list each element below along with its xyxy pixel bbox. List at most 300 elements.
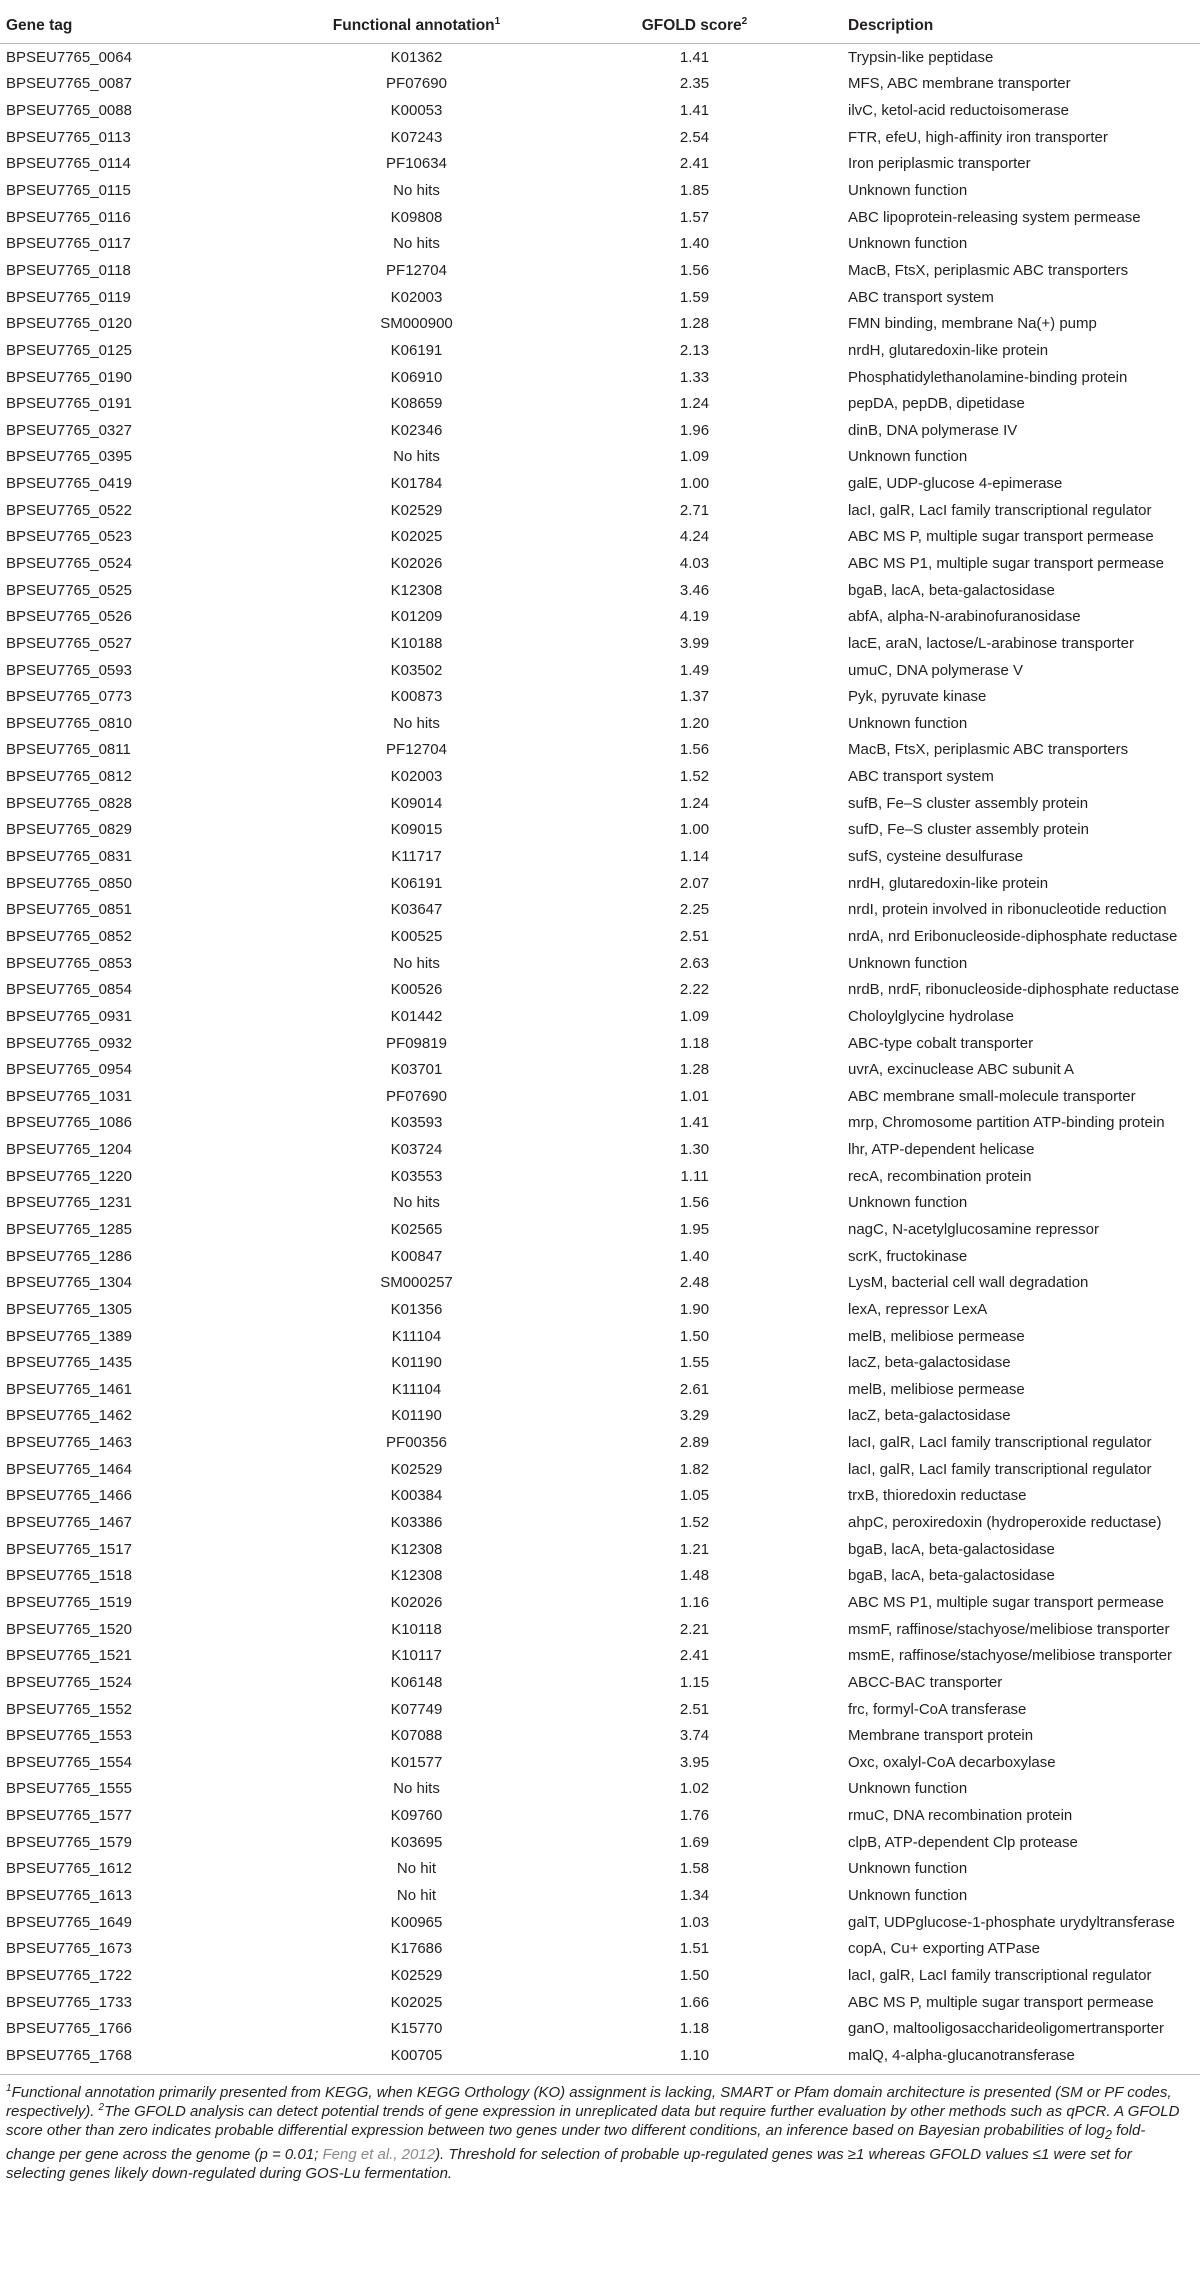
gfold-score-cell: 2.51 — [679, 1700, 710, 1718]
gfold-score-cell: 1.21 — [679, 1540, 710, 1558]
gfold-score-cell: 1.20 — [679, 714, 710, 732]
gene-tag-cell: BPSEU7765_0852 — [6, 927, 132, 945]
gene-tag-cell: BPSEU7765_0527 — [6, 634, 132, 652]
gfold-score-cell: 2.63 — [679, 954, 710, 972]
description-cell: nrdA, nrd Eribonucleoside-diphosphate reductase — [848, 927, 1178, 945]
functional-annotation-cell: PF07690 — [386, 1087, 447, 1105]
gene-tag-cell: BPSEU7765_0116 — [6, 208, 131, 226]
table-row — [0, 1323, 1200, 1350]
gfold-score-cell: 2.51 — [679, 927, 710, 945]
gene-tag-cell: BPSEU7765_1577 — [6, 1807, 132, 1825]
footnote-text: $^1$Functional annotation primarily presented from KEGG, when KEGG Orthology (KO) assignment is lacking, SMART or Pfam domain architecture is presented (SM or PF codes, respectively). $^2$The GFOLD analysis can detect potential trends of gene expression in unreplicated data but require further evaluation by other methods such as qPCR. A GFOLD score other than zero indicates probable differential expression between two genes under two different conditions, an inference based on Bayesian probabilities of $\log_2$ fold-change per gene across the genome (p = 0.01; Feng et al., 2012). Threshold for selection of probable up-regulated genes was ≥1 whereas GFOLD values ≤1 were set for selecting genes likely down-regulated during GOS-Lu fermentation. — [6, 2082, 1180, 2182]
table-row — [0, 683, 1200, 710]
header-gfold-score: GFOLD score$^2$ — [571, 8, 818, 44]
gfold-score-cell: 2.21 — [679, 1620, 710, 1638]
gfold-score-cell: 4.03 — [679, 554, 710, 572]
gene-tag-cell: BPSEU7765_0117 — [6, 235, 131, 253]
table-footnotes — [0, 2075, 1194, 2183]
functional-annotation-cell: SM000900 — [380, 315, 453, 333]
description-cell: msmE, raffinose/stachyose/melibiose transporter — [848, 1647, 1173, 1665]
description-cell: Unknown function — [848, 954, 968, 972]
gene-tag-cell: BPSEU7765_0327 — [6, 421, 132, 439]
table-row — [0, 1429, 1200, 1456]
functional-annotation-cell: K02003 — [390, 288, 443, 306]
description-cell: melB, melibiose permease — [848, 1380, 1025, 1398]
description-cell: ABC MS P, multiple sugar transport permease — [848, 1993, 1154, 2011]
functional-annotation-cell: PF07690 — [386, 75, 447, 93]
table-row — [0, 763, 1200, 790]
gfold-score-cell: 1.96 — [679, 421, 710, 439]
functional-annotation-cell: K01784 — [390, 475, 443, 493]
table-row — [0, 1136, 1200, 1163]
header-description: Description — [818, 8, 1200, 44]
description-cell: MacB, FtsX, periplasmic ABC transporters — [848, 741, 1129, 759]
description-cell: lacZ, beta-galactosidase — [848, 1407, 1011, 1425]
gene-tag-cell: BPSEU7765_1086 — [6, 1114, 132, 1132]
gfold-score-cell: 2.54 — [679, 128, 710, 146]
table-row — [0, 1483, 1200, 1510]
description-cell: nrdB, nrdF, ribonucleoside-diphosphate reductase — [848, 981, 1180, 999]
functional-annotation-cell: No hit — [396, 1860, 437, 1878]
gene-tag-cell: BPSEU7765_1612 — [6, 1860, 132, 1878]
table-row — [0, 1003, 1200, 1030]
gene-tag-cell: BPSEU7765_1555 — [6, 1780, 132, 1798]
gene-tag-cell: BPSEU7765_1463 — [6, 1434, 132, 1452]
gene-table — [0, 8, 1200, 2069]
table-row — [0, 1296, 1200, 1323]
table-row — [0, 1030, 1200, 1057]
gfold-score-cell: 1.85 — [679, 182, 710, 200]
functional-annotation-cell: K01577 — [390, 1753, 443, 1771]
functional-annotation-cell: PF10634 — [386, 155, 447, 173]
gfold-score-cell: 1.41 — [679, 48, 710, 66]
gene-tag-cell: BPSEU7765_1613 — [6, 1887, 132, 1905]
gfold-score-cell: 1.37 — [679, 688, 710, 706]
functional-annotation-cell: K00705 — [390, 2046, 443, 2064]
table-row — [0, 1269, 1200, 1296]
description-cell: nrdH, glutaredoxin-like protein — [848, 874, 1049, 892]
functional-annotation-cell: K02003 — [390, 768, 443, 786]
gfold-score-cell: 1.00 — [679, 475, 710, 493]
table-row — [0, 1722, 1200, 1749]
gfold-score-cell: 1.57 — [679, 208, 710, 226]
gene-tag-cell: BPSEU7765_0419 — [6, 475, 132, 493]
description-cell: Choloylglycine hydrolase — [848, 1007, 1014, 1025]
description-cell: ABC transport system — [848, 768, 994, 786]
functional-annotation-cell: K03386 — [390, 1514, 443, 1532]
gene-tag-cell: BPSEU7765_0526 — [6, 608, 132, 626]
table-row — [0, 1163, 1200, 1190]
gfold-score-cell: 1.09 — [679, 448, 710, 466]
functional-annotation-cell: K09808 — [390, 208, 443, 226]
gene-tag-cell: BPSEU7765_1286 — [6, 1247, 132, 1265]
description-cell: lacE, araN, lactose/L-arabinose transporter — [848, 634, 1134, 652]
gfold-score-cell: 1.52 — [679, 1514, 710, 1532]
gene-tag-cell: BPSEU7765_0593 — [6, 661, 132, 679]
table-row — [0, 97, 1200, 124]
gfold-score-cell: 1.10 — [679, 2046, 710, 2064]
description-cell: MFS, ABC membrane transporter — [848, 75, 1071, 93]
gfold-score-cell: 1.03 — [679, 1913, 710, 1931]
gene-tag-cell: BPSEU7765_0524 — [6, 554, 132, 572]
gfold-score-cell: 1.49 — [679, 661, 710, 679]
gfold-score-cell: 2.41 — [679, 1647, 710, 1665]
description-cell: lacI, galR, LacI family transcriptional regulator — [848, 1434, 1152, 1452]
table-row — [0, 71, 1200, 98]
gfold-score-cell: 1.34 — [679, 1887, 710, 1905]
gene-tag-cell: BPSEU7765_0190 — [6, 368, 132, 386]
gfold-score-cell: 2.25 — [679, 901, 710, 919]
gene-tag-cell: BPSEU7765_0522 — [6, 501, 132, 519]
gene-tag-cell: BPSEU7765_0932 — [6, 1034, 132, 1052]
description-cell: ganO, maltooligosaccharideoligomertransporter — [848, 2020, 1164, 2038]
table-row — [0, 657, 1200, 684]
table-body — [0, 44, 1200, 2069]
gene-tag-cell: BPSEU7765_0773 — [6, 688, 132, 706]
gfold-score-cell: 1.18 — [679, 1034, 710, 1052]
gfold-score-cell: 1.58 — [679, 1860, 710, 1878]
gfold-score-cell: 1.28 — [679, 315, 710, 333]
gene-tag-cell: BPSEU7765_1285 — [6, 1221, 132, 1238]
gfold-score-cell: 1.76 — [679, 1807, 710, 1825]
functional-annotation-cell: K00847 — [390, 1247, 443, 1265]
functional-annotation-cell: K10118 — [391, 1620, 442, 1638]
gfold-score-cell: 1.00 — [679, 821, 710, 839]
gene-tag-cell: BPSEU7765_1461 — [6, 1380, 132, 1398]
gene-tag-cell: BPSEU7765_1552 — [6, 1700, 132, 1718]
gene-tag-cell: BPSEU7765_1766 — [6, 2020, 132, 2038]
gfold-score-cell: 2.07 — [679, 874, 710, 892]
table-row — [0, 1056, 1200, 1083]
gene-tag-cell: BPSEU7765_1389 — [6, 1327, 132, 1345]
table-row — [0, 230, 1200, 257]
gene-tag-cell: BPSEU7765_1649 — [6, 1913, 132, 1931]
table-row — [0, 923, 1200, 950]
functional-annotation-cell: K00873 — [390, 688, 443, 706]
table-row — [0, 1616, 1200, 1643]
gfold-score-cell: 1.59 — [679, 288, 710, 306]
gfold-score-cell: 3.99 — [679, 634, 710, 652]
gene-tag-cell: BPSEU7765_0523 — [6, 528, 132, 546]
table-row — [0, 1669, 1200, 1696]
functional-annotation-cell: K07243 — [390, 128, 443, 146]
table-row — [0, 976, 1200, 1003]
description-cell: umuC, DNA polymerase V — [848, 661, 1024, 679]
table-row — [0, 524, 1200, 551]
table-row — [0, 1376, 1200, 1403]
description-cell: bgaB, lacA, beta-galactosidase — [848, 1540, 1055, 1558]
gene-tag-cell: BPSEU7765_1220 — [6, 1167, 132, 1185]
description-cell: abfA, alpha-N-arabinofuranosidase — [848, 608, 1081, 626]
header-gene-tag: Gene tag — [0, 8, 262, 44]
gene-tag-cell: BPSEU7765_0064 — [6, 48, 132, 66]
functional-annotation-cell: K06191 — [390, 341, 443, 359]
table-row — [0, 151, 1200, 178]
table-row — [0, 1802, 1200, 1829]
table-row — [0, 1589, 1200, 1616]
functional-annotation-cell: K06191 — [390, 874, 443, 892]
gene-tag-cell: BPSEU7765_0854 — [6, 981, 132, 999]
description-cell: Unknown function — [848, 1860, 968, 1878]
description-cell: recA, recombination protein — [848, 1167, 1032, 1185]
functional-annotation-cell: K09015 — [390, 821, 443, 839]
table-row — [0, 603, 1200, 630]
description-cell: Iron periplasmic transporter — [848, 155, 1031, 173]
gene-tag-cell: BPSEU7765_1467 — [6, 1514, 132, 1532]
description-cell: rmuC, DNA recombination protein — [848, 1807, 1073, 1825]
gfold-score-cell: 2.61 — [679, 1380, 710, 1398]
table-row — [0, 1216, 1200, 1243]
description-cell: msmF, raffinose/stachyose/melibiose transporter — [848, 1620, 1170, 1638]
footnote-marker-2: 2 — [741, 15, 748, 27]
gene-tag-cell: BPSEU7765_1722 — [6, 1966, 132, 1984]
gene-tag-cell: BPSEU7765_1553 — [6, 1727, 132, 1745]
functional-annotation-cell: K02565 — [390, 1221, 443, 1238]
table-row — [0, 1349, 1200, 1376]
gene-tag-cell: BPSEU7765_1521 — [6, 1647, 132, 1665]
description-cell: Unknown function — [848, 1887, 968, 1905]
gfold-score-cell: 2.89 — [679, 1434, 710, 1452]
gene-tag-cell: BPSEU7765_1524 — [6, 1673, 132, 1691]
gfold-score-cell: 1.66 — [679, 1993, 710, 2011]
gene-tag-cell: BPSEU7765_1435 — [6, 1354, 132, 1372]
gfold-score-cell: 2.13 — [679, 341, 710, 359]
gfold-score-cell: 4.19 — [679, 608, 710, 626]
gene-tag-cell: BPSEU7765_1554 — [6, 1753, 132, 1771]
gfold-score-cell: 1.69 — [679, 1833, 710, 1851]
functional-annotation-cell: No hits — [393, 1194, 440, 1212]
functional-annotation-cell: K02026 — [390, 1593, 443, 1611]
functional-annotation-cell: K15770 — [390, 2020, 443, 2038]
gfold-score-cell: 3.74 — [679, 1727, 710, 1745]
gene-tag-cell: BPSEU7765_1768 — [6, 2046, 132, 2064]
table-row — [0, 1935, 1200, 1962]
gfold-score-cell: 1.90 — [679, 1300, 710, 1318]
table-row — [0, 284, 1200, 311]
table-row — [0, 1563, 1200, 1590]
table-row — [0, 1190, 1200, 1217]
gene-tag-cell: BPSEU7765_0525 — [6, 581, 132, 599]
footnote-marker-1: 1 — [494, 15, 501, 27]
table-row — [0, 1642, 1200, 1669]
functional-annotation-cell: K07749 — [390, 1700, 443, 1718]
description-cell: Phosphatidylethanolamine-binding protein — [848, 368, 1128, 386]
gfold-score-cell: 1.41 — [679, 1114, 710, 1132]
gfold-score-cell: 1.02 — [679, 1780, 710, 1798]
gene-tag-cell: BPSEU7765_0088 — [6, 102, 132, 120]
functional-annotation-cell: SM000257 — [380, 1274, 453, 1292]
table-row — [0, 1909, 1200, 1936]
gene-tag-cell: BPSEU7765_0125 — [6, 341, 132, 359]
table-row — [0, 1696, 1200, 1723]
functional-annotation-cell: K09014 — [390, 794, 443, 812]
description-cell: ilvC, ketol-acid reductoisomerase — [848, 102, 1069, 120]
table-row — [0, 1989, 1200, 2016]
description-cell: Unknown function — [848, 235, 968, 253]
gfold-score-cell: 1.16 — [679, 1593, 710, 1611]
gene-tag-cell: BPSEU7765_0851 — [6, 901, 132, 919]
table-row — [0, 124, 1200, 151]
functional-annotation-cell: K02529 — [390, 501, 443, 519]
functional-annotation-cell: K09760 — [390, 1807, 443, 1825]
description-cell: lacI, galR, LacI family transcriptional regulator — [848, 1966, 1152, 1984]
gfold-score-cell: 1.55 — [679, 1354, 710, 1372]
gfold-score-cell: 1.14 — [679, 848, 710, 866]
table-row — [0, 737, 1200, 764]
functional-annotation-cell: No hit — [396, 1887, 437, 1905]
gene-tag-cell: BPSEU7765_0931 — [6, 1007, 132, 1025]
description-cell: ABC MS P1, multiple sugar transport permease — [848, 1593, 1164, 1611]
gene-tag-cell: BPSEU7765_0812 — [6, 768, 132, 786]
table-row — [0, 497, 1200, 524]
table-row — [0, 550, 1200, 577]
table-row — [0, 1456, 1200, 1483]
gfold-score-cell: 1.33 — [679, 368, 710, 386]
gfold-score-cell: 4.24 — [679, 528, 710, 546]
table-row — [0, 2015, 1200, 2042]
gfold-score-cell: 1.41 — [679, 102, 710, 120]
functional-annotation-cell: K17686 — [390, 1940, 443, 1958]
description-cell: lexA, repressor LexA — [848, 1300, 988, 1318]
gfold-score-cell: 2.71 — [679, 501, 710, 519]
description-cell: MacB, FtsX, periplasmic ABC transporters — [848, 261, 1129, 279]
gfold-score-cell: 1.24 — [679, 395, 710, 413]
description-cell: scrK, fructokinase — [848, 1247, 968, 1265]
citation-link[interactable]: Feng et al., 2012 — [322, 2145, 436, 2163]
functional-annotation-cell: K00525 — [390, 927, 443, 945]
functional-annotation-cell: K12308 — [390, 581, 443, 599]
description-cell: sufB, Fe–S cluster assembly protein — [848, 794, 1089, 812]
gfold-score-cell: 1.48 — [679, 1567, 710, 1585]
table-row — [0, 630, 1200, 657]
functional-annotation-cell: K02346 — [390, 421, 443, 439]
table-row — [0, 817, 1200, 844]
table-row — [0, 1962, 1200, 1989]
gfold-score-cell: 1.51 — [679, 1940, 710, 1958]
functional-annotation-cell: K06910 — [390, 368, 443, 386]
gene-tag-cell: BPSEU7765_0395 — [6, 448, 132, 466]
description-cell: Unknown function — [848, 714, 968, 732]
table-row — [0, 1403, 1200, 1430]
table-row — [0, 2042, 1200, 2069]
gene-tag-cell: BPSEU7765_1304 — [6, 1274, 132, 1292]
description-cell: lhr, ATP-dependent helicase — [848, 1141, 1035, 1159]
gfold-score-cell: 1.01 — [679, 1087, 710, 1105]
description-cell: galE, UDP-glucose 4-epimerase — [848, 475, 1063, 493]
gene-tag-cell: BPSEU7765_0810 — [6, 714, 132, 732]
table-row — [0, 310, 1200, 337]
table-row — [0, 390, 1200, 417]
header-functional-annotation: Functional annotation$^1$ — [262, 8, 571, 44]
table-row — [0, 1083, 1200, 1110]
gfold-score-cell: 2.35 — [679, 75, 710, 93]
gfold-score-cell: 3.95 — [679, 1753, 710, 1771]
table-row — [0, 444, 1200, 471]
gene-tag-cell: BPSEU7765_1733 — [6, 1993, 132, 2011]
functional-annotation-cell: K01209 — [390, 608, 443, 626]
table-row — [0, 257, 1200, 284]
gfold-score-cell: 1.30 — [679, 1141, 710, 1159]
description-cell: LysM, bacterial cell wall degradation — [848, 1274, 1089, 1292]
description-cell: pepDA, pepDB, dipetidase — [848, 395, 1025, 413]
description-cell: lacZ, beta-galactosidase — [848, 1354, 1011, 1372]
table-row — [0, 897, 1200, 924]
gfold-score-cell: 1.40 — [679, 1247, 710, 1265]
gfold-score-cell: 1.24 — [679, 794, 710, 812]
table-row — [0, 1536, 1200, 1563]
gene-tag-cell: BPSEU7765_1231 — [6, 1194, 132, 1212]
table-row — [0, 44, 1200, 71]
functional-annotation-cell: K02529 — [390, 1966, 443, 1984]
description-cell: trxB, thioredoxin reductase — [848, 1487, 1027, 1505]
gfold-score-cell: 1.56 — [679, 741, 710, 759]
gene-tag-cell: BPSEU7765_1517 — [6, 1540, 132, 1558]
functional-annotation-cell: K11717 — [391, 848, 442, 866]
description-cell: melB, melibiose permease — [848, 1327, 1025, 1345]
description-cell: malQ, 4-alpha-glucanotransferase — [848, 2046, 1075, 2064]
gene-tag-cell: BPSEU7765_0850 — [6, 874, 132, 892]
functional-annotation-cell: K12308 — [390, 1540, 443, 1558]
functional-annotation-cell: K12308 — [390, 1567, 443, 1585]
functional-annotation-cell: K01190 — [391, 1354, 442, 1372]
gene-tag-cell: BPSEU7765_1305 — [6, 1300, 132, 1318]
table-row — [0, 1509, 1200, 1536]
description-cell: galT, UDPglucose-1-phosphate urydyltransferase — [848, 1913, 1175, 1931]
description-cell: clpB, ATP-dependent Clp protease — [848, 1833, 1078, 1851]
functional-annotation-cell: K11104 — [391, 1327, 442, 1345]
functional-annotation-cell: K00053 — [390, 102, 443, 120]
table-row — [0, 843, 1200, 870]
description-cell: bgaB, lacA, beta-galactosidase — [848, 581, 1055, 599]
description-cell: ABC MS P, multiple sugar transport permease — [848, 528, 1154, 546]
description-cell: FMN binding, membrane Na(+) pump — [848, 315, 1097, 333]
functional-annotation-cell: K01356 — [390, 1300, 443, 1318]
gene-tag-cell: BPSEU7765_0087 — [6, 75, 132, 93]
gene-tag-cell: BPSEU7765_1462 — [6, 1407, 132, 1425]
gene-tag-cell: BPSEU7765_0114 — [6, 155, 131, 173]
table-row — [0, 710, 1200, 737]
description-cell: nrdI, protein involved in ribonucleotide reduction — [848, 901, 1167, 919]
gfold-score-cell: 2.41 — [679, 155, 710, 173]
functional-annotation-cell: No hits — [393, 235, 440, 253]
functional-annotation-cell: K10117 — [391, 1647, 442, 1665]
gfold-score-cell: 1.50 — [679, 1966, 710, 1984]
gene-tag-cell: BPSEU7765_1466 — [6, 1487, 132, 1505]
gene-tag-cell: BPSEU7765_0120 — [6, 315, 132, 333]
description-cell: lacI, galR, LacI family transcriptional regulator — [848, 1460, 1152, 1478]
functional-annotation-cell: K03502 — [390, 661, 443, 679]
table-row — [0, 1776, 1200, 1803]
description-cell: Membrane transport protein — [848, 1727, 1034, 1745]
gene-tag-cell: BPSEU7765_0119 — [6, 288, 131, 306]
description-cell: Unknown function — [848, 448, 968, 466]
gene-tag-cell: BPSEU7765_0191 — [6, 395, 132, 413]
gene-tag-cell: BPSEU7765_1204 — [6, 1141, 132, 1159]
description-cell: bgaB, lacA, beta-galactosidase — [848, 1567, 1055, 1585]
table-row — [0, 364, 1200, 391]
functional-annotation-cell: K11104 — [391, 1380, 442, 1398]
functional-annotation-cell: PF12704 — [386, 261, 447, 279]
gfold-score-cell: 1.56 — [679, 1194, 710, 1212]
description-cell: Unknown function — [848, 1780, 968, 1798]
gfold-score-cell: 1.09 — [679, 1007, 710, 1025]
table-row — [0, 790, 1200, 817]
functional-annotation-cell: K02025 — [390, 1993, 443, 2011]
description-cell: ABC MS P1, multiple sugar transport permease — [848, 554, 1164, 572]
description-cell: sufD, Fe–S cluster assembly protein — [848, 821, 1089, 839]
description-cell: lacI, galR, LacI family transcriptional regulator — [848, 501, 1152, 519]
table-row — [0, 470, 1200, 497]
